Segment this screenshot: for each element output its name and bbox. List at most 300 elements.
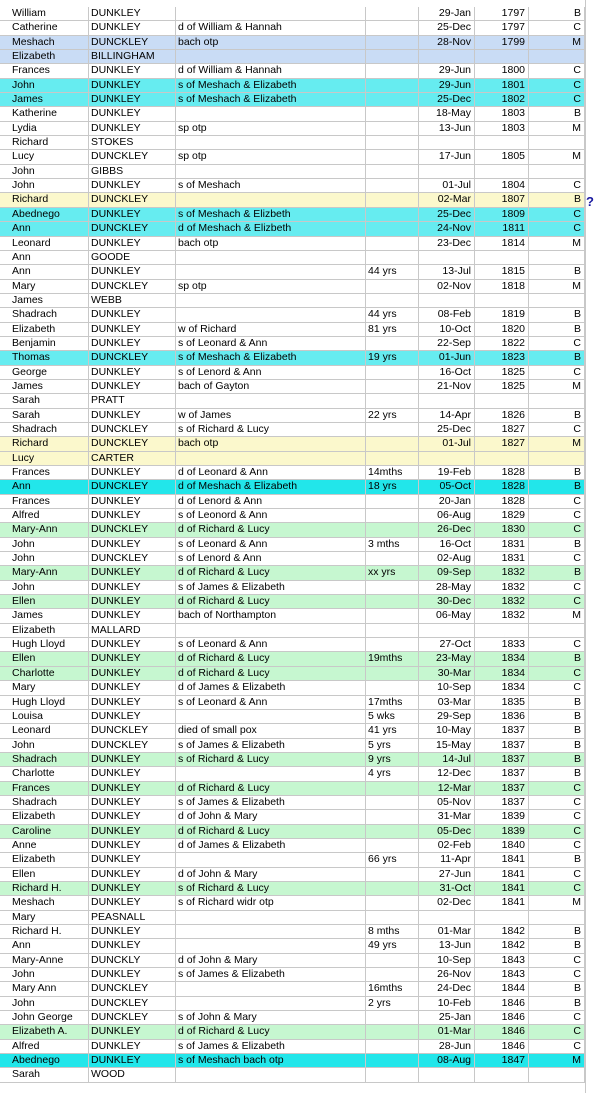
event-type-cell: C	[529, 222, 585, 235]
year-cell: 1815	[475, 265, 529, 278]
year-cell: 1846	[475, 1025, 529, 1038]
surname-cell: DUNKLEY	[89, 638, 176, 651]
event-type-cell: M	[529, 36, 585, 49]
date-cell: 25-Dec	[419, 21, 475, 34]
year-cell: 1805	[475, 150, 529, 163]
age-cell	[366, 638, 419, 651]
age-cell: xx yrs	[366, 566, 419, 579]
date-cell: 13-Jul	[419, 265, 475, 278]
table-row	[0, 380, 585, 394]
table-row	[0, 552, 585, 566]
relation-cell	[176, 925, 366, 938]
year-cell: 1842	[475, 925, 529, 938]
event-type-cell: C	[529, 868, 585, 881]
table-row	[0, 294, 585, 308]
relation-cell: s of Leonard & Ann	[176, 337, 366, 350]
table-row	[0, 911, 585, 925]
date-cell: 24-Nov	[419, 222, 475, 235]
table-row	[0, 724, 585, 738]
relation-cell	[176, 394, 366, 407]
first-name-cell: Elizabeth	[0, 853, 89, 866]
first-name-cell: James	[0, 93, 89, 106]
event-type-cell: C	[529, 839, 585, 852]
event-type-cell: C	[529, 509, 585, 522]
surname-cell: DUNCKLEY	[89, 724, 176, 737]
age-cell	[366, 366, 419, 379]
table-row	[0, 825, 585, 839]
age-cell	[366, 1040, 419, 1053]
table-row	[0, 982, 585, 996]
event-type-cell: C	[529, 64, 585, 77]
surname-cell: MALLARD	[89, 624, 176, 637]
age-cell	[366, 896, 419, 909]
year-cell: 1837	[475, 724, 529, 737]
relation-cell: bach otp	[176, 237, 366, 250]
age-cell	[366, 423, 419, 436]
date-cell: 02-Mar	[419, 193, 475, 206]
event-type-cell	[529, 136, 585, 149]
date-cell: 16-Oct	[419, 538, 475, 551]
relation-cell: s of Lenord & Ann	[176, 552, 366, 565]
year-cell: 1841	[475, 896, 529, 909]
event-type-cell: B	[529, 466, 585, 479]
age-cell	[366, 179, 419, 192]
event-type-cell: B	[529, 767, 585, 780]
table-row	[0, 696, 585, 710]
year-cell	[475, 911, 529, 924]
date-cell: 28-May	[419, 581, 475, 594]
relation-cell: s of Lenord & Ann	[176, 366, 366, 379]
first-name-cell: Richard H.	[0, 882, 89, 895]
age-cell	[366, 452, 419, 465]
first-name-cell: Abednego	[0, 208, 89, 221]
event-type-cell	[529, 251, 585, 264]
event-type-cell: B	[529, 566, 585, 579]
table-row	[0, 21, 585, 35]
surname-cell: DUNCKLEY	[89, 480, 176, 493]
relation-cell	[176, 452, 366, 465]
age-cell	[366, 595, 419, 608]
event-type-cell	[529, 1068, 585, 1081]
relation-cell: sp otp	[176, 150, 366, 163]
age-cell	[366, 7, 419, 20]
first-name-cell: Charlotte	[0, 767, 89, 780]
table-row	[0, 193, 594, 210]
date-cell: 25-Dec	[419, 208, 475, 221]
relation-cell: d of John & Mary	[176, 810, 366, 823]
age-cell: 16mths	[366, 982, 419, 995]
year-cell: 1846	[475, 1040, 529, 1053]
age-cell	[366, 165, 419, 178]
first-name-cell: Ellen	[0, 652, 89, 665]
relation-cell: d of William & Hannah	[176, 64, 366, 77]
relation-cell: d of Richard & Lucy	[176, 782, 366, 795]
age-cell: 5 yrs	[366, 739, 419, 752]
date-cell: 06-May	[419, 609, 475, 622]
age-cell: 19 yrs	[366, 351, 419, 364]
age-cell: 5 wks	[366, 710, 419, 723]
surname-cell: DUNKLEY	[89, 409, 176, 422]
surname-cell: GIBBS	[89, 165, 176, 178]
relation-cell	[176, 265, 366, 278]
year-cell: 1829	[475, 509, 529, 522]
year-cell: 1826	[475, 409, 529, 422]
relation-cell: sp otp	[176, 122, 366, 135]
surname-cell: DUNKLEY	[89, 796, 176, 809]
relation-cell: s of John & Mary	[176, 1011, 366, 1024]
date-cell: 17-Jun	[419, 150, 475, 163]
year-cell: 1841	[475, 882, 529, 895]
year-cell: 1823	[475, 351, 529, 364]
date-cell: 14-Apr	[419, 409, 475, 422]
table-row	[0, 954, 585, 968]
surname-cell: DUNKLEY	[89, 179, 176, 192]
event-type-cell: M	[529, 437, 585, 450]
first-name-cell: James	[0, 380, 89, 393]
table-row	[0, 64, 585, 78]
surname-cell: DUNKLEY	[89, 1054, 176, 1067]
first-name-cell: Hugh Lloyd	[0, 638, 89, 651]
date-cell: 30-Dec	[419, 595, 475, 608]
age-cell	[366, 523, 419, 536]
event-type-cell: C	[529, 523, 585, 536]
table-row	[0, 423, 585, 437]
surname-cell: DUNKLEY	[89, 839, 176, 852]
first-name-cell: Ann	[0, 939, 89, 952]
event-type-cell: B	[529, 997, 585, 1010]
year-cell: 1827	[475, 423, 529, 436]
relation-cell: bach otp	[176, 36, 366, 49]
date-cell: 29-Jun	[419, 64, 475, 77]
date-cell: 05-Dec	[419, 825, 475, 838]
year-cell	[475, 136, 529, 149]
year-cell: 1846	[475, 997, 529, 1010]
year-cell: 1818	[475, 280, 529, 293]
event-type-cell: B	[529, 7, 585, 20]
table-row	[0, 366, 585, 380]
first-name-cell: Richard	[0, 437, 89, 450]
first-name-cell: Alfred	[0, 509, 89, 522]
relation-cell: d of Lenord & Ann	[176, 495, 366, 508]
relation-cell: d of Richard & Lucy	[176, 595, 366, 608]
relation-cell: s of James & Elizabeth	[176, 968, 366, 981]
date-cell: 10-May	[419, 724, 475, 737]
event-type-cell: C	[529, 825, 585, 838]
surname-cell: DUNCKLEY	[89, 739, 176, 752]
age-cell	[366, 251, 419, 264]
surname-cell: DUNCKLEY	[89, 351, 176, 364]
first-name-cell: Sarah	[0, 394, 89, 407]
relation-cell	[176, 193, 366, 206]
surname-cell: DUNKLEY	[89, 696, 176, 709]
first-name-cell: Abednego	[0, 1054, 89, 1067]
year-cell: 1834	[475, 652, 529, 665]
table-row	[0, 251, 585, 265]
table-row	[0, 566, 585, 580]
year-cell: 1847	[475, 1054, 529, 1067]
year-cell: 1828	[475, 466, 529, 479]
year-cell: 1832	[475, 595, 529, 608]
first-name-cell: Meshach	[0, 896, 89, 909]
event-type-cell: C	[529, 1040, 585, 1053]
table-row	[0, 165, 585, 179]
age-cell	[366, 1025, 419, 1038]
event-type-cell: B	[529, 652, 585, 665]
relation-cell: d of Richard & Lucy	[176, 566, 366, 579]
age-cell	[366, 193, 419, 206]
surname-cell: DUNCKLEY	[89, 193, 176, 206]
date-cell: 12-Mar	[419, 782, 475, 795]
table-row	[0, 652, 585, 666]
relation-cell: d of Leonard & Ann	[176, 466, 366, 479]
age-cell	[366, 294, 419, 307]
year-cell: 1807	[475, 193, 529, 206]
first-name-cell: Mary Ann	[0, 982, 89, 995]
surname-cell: DUNCKLEY	[89, 36, 176, 49]
event-type-cell: C	[529, 21, 585, 34]
first-name-cell: Hugh Lloyd	[0, 696, 89, 709]
event-type-cell	[529, 294, 585, 307]
event-type-cell: C	[529, 179, 585, 192]
age-cell: 17mths	[366, 696, 419, 709]
date-cell: 24-Dec	[419, 982, 475, 995]
year-cell: 1814	[475, 237, 529, 250]
relation-cell: s of Richard widr otp	[176, 896, 366, 909]
table-row	[0, 351, 585, 365]
date-cell: 28-Jun	[419, 1040, 475, 1053]
table-row	[0, 107, 585, 121]
surname-cell: DUNCKLEY	[89, 1011, 176, 1024]
table-row	[0, 452, 585, 466]
first-name-cell: James	[0, 294, 89, 307]
surname-cell: DUNKLEY	[89, 366, 176, 379]
surname-cell: DUNKLEY	[89, 107, 176, 120]
first-name-cell: Frances	[0, 64, 89, 77]
age-cell	[366, 107, 419, 120]
date-cell	[419, 136, 475, 149]
date-cell: 02-Aug	[419, 552, 475, 565]
event-type-cell: C	[529, 79, 585, 92]
date-cell: 18-May	[419, 107, 475, 120]
relation-cell: bach otp	[176, 437, 366, 450]
event-type-cell: M	[529, 150, 585, 163]
surname-cell: DUNKLEY	[89, 466, 176, 479]
surname-cell: DUNKLEY	[89, 868, 176, 881]
relation-cell: d of John & Mary	[176, 868, 366, 881]
age-cell: 14mths	[366, 466, 419, 479]
table-row	[0, 136, 585, 150]
date-cell: 13-Jun	[419, 122, 475, 135]
relation-cell: s of James & Elizabeth	[176, 739, 366, 752]
relation-cell: died of small pox	[176, 724, 366, 737]
event-type-cell: C	[529, 782, 585, 795]
year-cell: 1840	[475, 839, 529, 852]
date-cell: 09-Sep	[419, 566, 475, 579]
event-type-cell: B	[529, 739, 585, 752]
table-row	[0, 767, 585, 781]
surname-cell: DUNKLEY	[89, 265, 176, 278]
age-cell	[366, 954, 419, 967]
table-row	[0, 36, 585, 50]
relation-cell: s of Leonard & Ann	[176, 696, 366, 709]
relation-cell: s of Meshach & Elizabeth	[176, 79, 366, 92]
table-row	[0, 638, 585, 652]
first-name-cell: Ann	[0, 480, 89, 493]
age-cell	[366, 609, 419, 622]
first-name-cell: Benjamin	[0, 337, 89, 350]
first-name-cell: Mary	[0, 681, 89, 694]
relation-cell	[176, 50, 366, 63]
relation-cell: s of Meshach & Elizabeth	[176, 351, 366, 364]
date-cell: 01-Jul	[419, 179, 475, 192]
first-name-cell: Charlotte	[0, 667, 89, 680]
event-type-cell: M	[529, 896, 585, 909]
year-cell: 1797	[475, 7, 529, 20]
age-cell	[366, 968, 419, 981]
event-type-cell: B	[529, 939, 585, 952]
event-type-cell: B	[529, 308, 585, 321]
event-type-cell	[529, 452, 585, 465]
surname-cell: DUNCKLEY	[89, 423, 176, 436]
first-name-cell: Frances	[0, 466, 89, 479]
relation-cell: s of Leonard & Ann	[176, 538, 366, 551]
event-type-cell: B	[529, 323, 585, 336]
surname-cell: DUNKLEY	[89, 681, 176, 694]
date-cell: 13-Jun	[419, 939, 475, 952]
first-name-cell: Louisa	[0, 710, 89, 723]
relation-cell	[176, 982, 366, 995]
date-cell: 10-Feb	[419, 997, 475, 1010]
date-cell: 30-Mar	[419, 667, 475, 680]
date-cell: 22-Sep	[419, 337, 475, 350]
event-type-cell: B	[529, 724, 585, 737]
event-type-cell	[529, 50, 585, 63]
table-row	[0, 796, 585, 810]
surname-cell: WEBB	[89, 294, 176, 307]
table-row	[0, 1040, 585, 1054]
surname-cell: DUNCKLEY	[89, 222, 176, 235]
relation-cell	[176, 107, 366, 120]
first-name-cell: Mary	[0, 280, 89, 293]
event-type-cell: B	[529, 696, 585, 709]
relation-cell: s of Richard & Lucy	[176, 882, 366, 895]
age-cell	[366, 21, 419, 34]
event-type-cell: C	[529, 552, 585, 565]
surname-cell: DUNKLEY	[89, 782, 176, 795]
surname-cell: DUNKLEY	[89, 896, 176, 909]
year-cell	[475, 1068, 529, 1081]
date-cell	[419, 294, 475, 307]
relation-cell: s of Richard & Lucy	[176, 423, 366, 436]
first-name-cell: Elizabeth	[0, 323, 89, 336]
date-cell	[419, 50, 475, 63]
year-cell: 1846	[475, 1011, 529, 1024]
surname-cell: DUNKLEY	[89, 753, 176, 766]
first-name-cell: Lydia	[0, 122, 89, 135]
table-row	[0, 868, 585, 882]
relation-cell	[176, 7, 366, 20]
table-row	[0, 237, 585, 251]
year-cell: 1844	[475, 982, 529, 995]
age-cell	[366, 911, 419, 924]
surname-cell: DUNKLEY	[89, 595, 176, 608]
first-name-cell: Richard	[0, 193, 89, 206]
date-cell: 02-Nov	[419, 280, 475, 293]
surname-cell: DUNKLEY	[89, 925, 176, 938]
table-row	[0, 853, 585, 867]
date-cell: 31-Oct	[419, 882, 475, 895]
age-cell	[366, 50, 419, 63]
age-cell: 44 yrs	[366, 265, 419, 278]
event-type-cell	[529, 624, 585, 637]
year-cell: 1825	[475, 366, 529, 379]
year-cell: 1843	[475, 968, 529, 981]
surname-cell: DUNKLEY	[89, 710, 176, 723]
year-cell: 1839	[475, 825, 529, 838]
year-cell: 1835	[475, 696, 529, 709]
surname-cell: DUNCKLEY	[89, 997, 176, 1010]
age-cell	[366, 150, 419, 163]
event-type-cell: M	[529, 237, 585, 250]
relation-cell: w of James	[176, 409, 366, 422]
table-row	[0, 122, 585, 136]
relation-cell: d of Richard & Lucy	[176, 652, 366, 665]
event-type-cell: B	[529, 853, 585, 866]
year-cell: 1836	[475, 710, 529, 723]
first-name-cell: Mary	[0, 911, 89, 924]
age-cell: 18 yrs	[366, 480, 419, 493]
date-cell	[419, 165, 475, 178]
year-cell: 1803	[475, 107, 529, 120]
surname-cell: DUNKLEY	[89, 237, 176, 250]
age-cell	[366, 208, 419, 221]
table-row	[0, 222, 585, 236]
table-row	[0, 308, 585, 322]
table-row	[0, 753, 585, 767]
table-row	[0, 538, 585, 552]
date-cell: 26-Nov	[419, 968, 475, 981]
year-cell: 1820	[475, 323, 529, 336]
surname-cell: DUNKLEY	[89, 509, 176, 522]
date-cell: 08-Aug	[419, 1054, 475, 1067]
age-cell	[366, 1054, 419, 1067]
relation-cell: s of Leonard & Ann	[176, 638, 366, 651]
first-name-cell: Ellen	[0, 868, 89, 881]
age-cell	[366, 64, 419, 77]
date-cell: 06-Aug	[419, 509, 475, 522]
age-cell	[366, 782, 419, 795]
first-name-cell: John	[0, 179, 89, 192]
event-type-cell: C	[529, 495, 585, 508]
surname-cell: DUNCKLEY	[89, 150, 176, 163]
event-type-cell: B	[529, 925, 585, 938]
surname-cell: STOKES	[89, 136, 176, 149]
surname-cell: DUNKLEY	[89, 208, 176, 221]
date-cell: 31-Mar	[419, 810, 475, 823]
year-cell: 1819	[475, 308, 529, 321]
age-cell: 22 yrs	[366, 409, 419, 422]
first-name-cell: John	[0, 968, 89, 981]
first-name-cell: Ann	[0, 265, 89, 278]
first-name-cell: Caroline	[0, 825, 89, 838]
event-type-cell: C	[529, 968, 585, 981]
surname-cell: DUNKLEY	[89, 968, 176, 981]
relation-cell	[176, 939, 366, 952]
first-name-cell: Thomas	[0, 351, 89, 364]
date-cell	[419, 394, 475, 407]
table-row	[0, 394, 585, 408]
date-cell: 16-Oct	[419, 366, 475, 379]
